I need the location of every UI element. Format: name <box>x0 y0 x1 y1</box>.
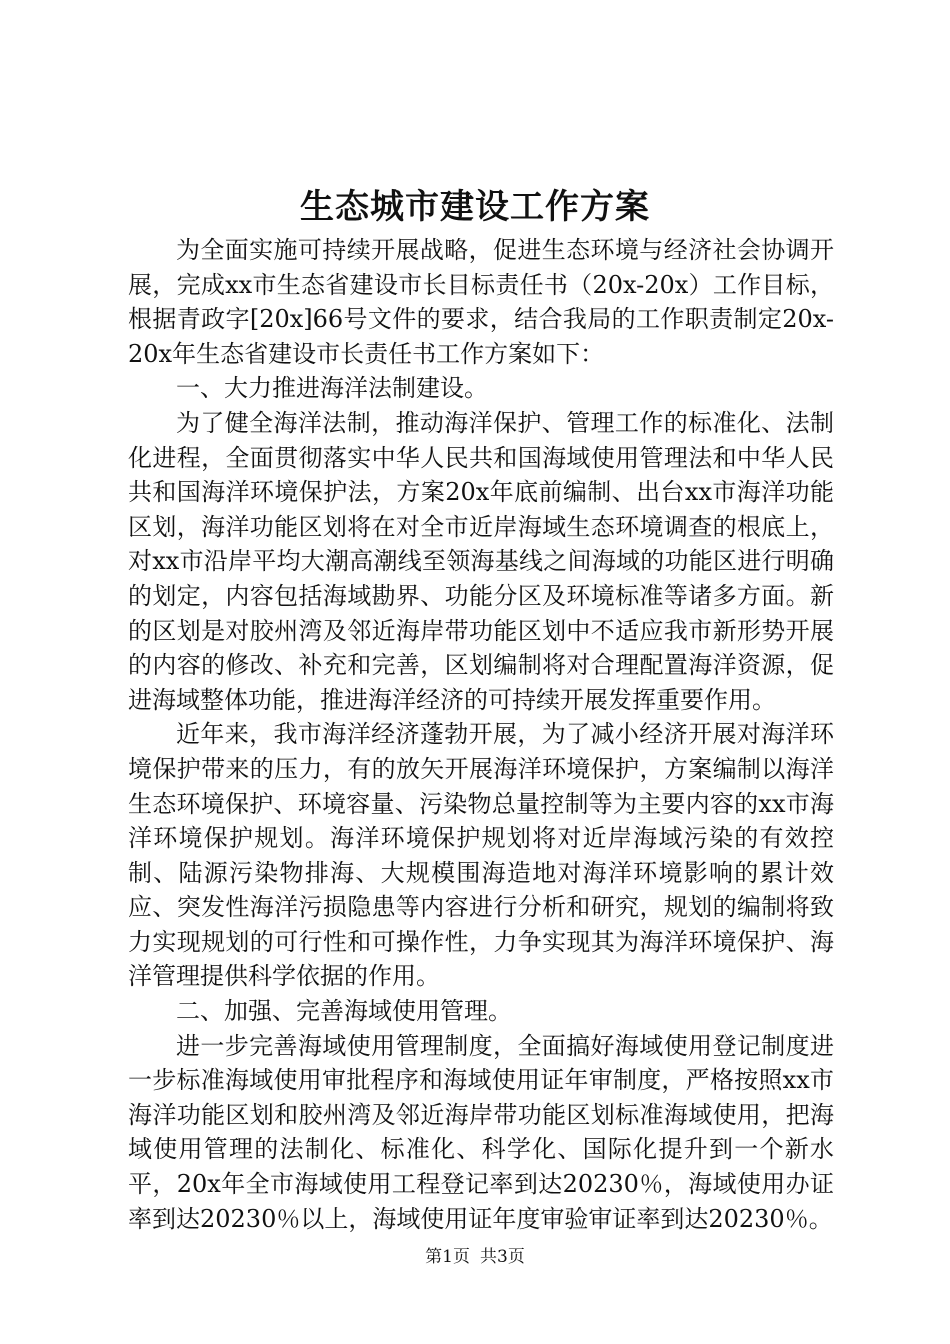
paragraph-sea-area-management: 进一步完善海域使用管理制度，全面搞好海域使用登记制度进一步标准海域使用审批程序和海域使用证年审制度，严格按照xx市海洋功能区划和胶州湾及邻近海岸带功能区划标准海域使用，把海域使用管理的法制化、标准化、科学化、国际化提升到一个新水平，20x年全市海域使用工程登记率到达20230％，海域使用办证率到达20230％以上，海域使用证年度审验审证率到达20230％。 <box>128 1031 834 1233</box>
document-title: 生态城市建设工作方案 <box>300 187 650 227</box>
section-heading-1: 一、大力推进海洋法制建设。 <box>176 374 488 403</box>
paragraph-intro: 为全面实施可持续开展战略，促进生态环境与经济社会协调开展，完成xx市生态省建设市长目标责任书（20x-20x）工作目标，根据青政字[20x]66号文件的要求，结合我局的工作职责制定20x-20x年生态省建设市长责任书工作方案如下： <box>128 236 834 368</box>
page-number: 第1页 <box>425 1247 470 1267</box>
section-heading-2: 二、加强、完善海域使用管理。 <box>176 997 512 1026</box>
document-body <box>128 233 834 1236</box>
paragraph-marine-law: 为了健全海洋法制，推动海洋保护、管理工作的标准化、法制化进程，全面贯彻落实中华人民共和国海域使用管理法和中华人民共和国海洋环境保护法，方案20x年底前编制、出台xx市海洋功能区划，海洋功能区划将在对全市近岸海域生态环境调查的根底上，对xx市沿岸平均大潮高潮线至领海基线之间海域的功能区进行明确的划定，内容包括海域勘界、功能分区及环境标准等诸多方面。新的区划是对胶州湾及邻近海岸带功能区划中不适应我市新形势开展的内容的修改、补充和完善，区划编制将对合理配置海洋资源，促进海域整体功能，推进海洋经济的可持续开展发挥重要作用。 <box>128 408 834 714</box>
paragraph-marine-environment: 近年来，我市海洋经济蓬勃开展，为了减小经济开展对海洋环境保护带来的压力，有的放矢开展海洋环境保护，方案编制以海洋生态环境保护、环境容量、污染物总量控制等为主要内容的xx市海洋环境保护规划。海洋环境保护规划将对近岸海域污染的有效控制、陆源污染物排海、大规模围海造地对海洋环境影响的累计效应、突发性海洋污损隐患等内容进行分析和研究，规划的编制将致力实现规划的可行性和可操作性，力争实现其为海洋环境保护、海洋管理提供科学依据的作用。 <box>128 720 834 991</box>
page-total: 共3页 <box>480 1247 525 1267</box>
page-footer <box>0 1245 950 1269</box>
